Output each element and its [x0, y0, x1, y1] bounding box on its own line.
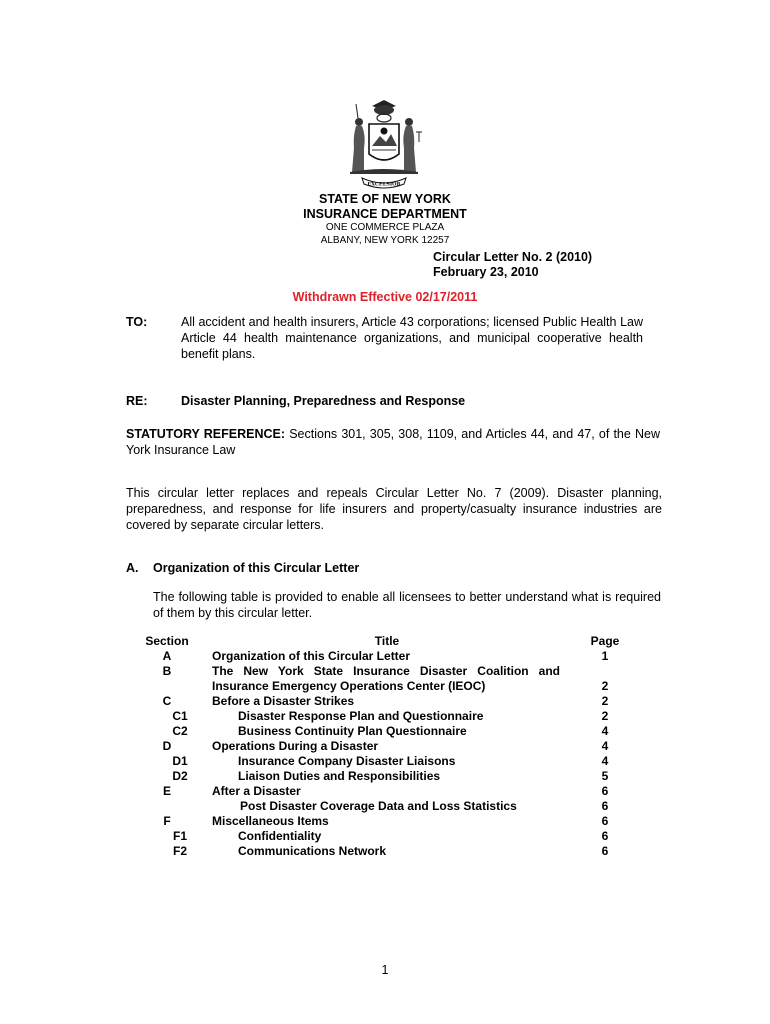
toc-title: Confidentiality: [238, 829, 322, 843]
toc-section: B: [162, 664, 172, 678]
toc-title: Communications Network: [238, 844, 387, 858]
toc-section: C1: [172, 709, 188, 723]
toc-page: 4: [601, 739, 609, 753]
toc-page: 6: [601, 784, 609, 798]
section-a-heading: Organization of this Circular Letter: [153, 561, 360, 575]
toc-row: [140, 724, 620, 739]
toc-section: D2: [172, 769, 188, 783]
section-a-paragraph: The following table is provided to enable all licensees to better understand what is required of them by this circular letter.: [153, 590, 661, 620]
toc-col-section: Section: [145, 634, 189, 648]
toc-page: 2: [601, 709, 609, 723]
address-line-1: ONE COMMERCE PLAZA: [325, 222, 445, 233]
toc-page: 5: [601, 769, 609, 783]
toc-header-row: [140, 634, 620, 649]
toc-title: Liaison Duties and Responsibilities: [238, 769, 441, 783]
toc-section: C2: [172, 724, 188, 738]
toc-section: E: [162, 784, 171, 798]
page-number: 1: [381, 963, 389, 977]
department-name: INSURANCE DEPARTMENT: [303, 207, 467, 221]
toc-row: [140, 814, 620, 829]
toc-row: [140, 679, 620, 694]
seal-motto: EXCELSIOR: [367, 181, 401, 188]
toc-title: Miscellaneous Items: [212, 814, 329, 828]
circular-letter-date: February 23, 2010: [433, 265, 539, 279]
circular-letter-number: Circular Letter No. 2 (2010): [433, 250, 593, 264]
toc-page: 6: [601, 844, 609, 858]
toc-page: 6: [601, 814, 609, 828]
toc-page: 4: [601, 754, 609, 768]
toc-row: [140, 709, 620, 724]
toc-row: [140, 694, 620, 709]
toc-row: [140, 664, 620, 679]
toc-page: 6: [601, 799, 609, 813]
section-a-letter: A.: [126, 561, 139, 575]
toc-section: C: [162, 694, 172, 708]
toc-title: Business Continuity Plan Questionnaire: [238, 724, 467, 738]
toc-row: [140, 799, 620, 814]
re-label: RE:: [126, 394, 148, 408]
toc-col-title: Title: [374, 634, 400, 648]
statutory-reference-label: STATUTORY REFERENCE:: [126, 427, 286, 441]
to-label: TO:: [126, 315, 148, 329]
toc-title: The New York State Insurance Disaster Coalition and: [212, 664, 560, 678]
to-recipients: All accident and health insurers, Article 43 corporations; licensed Public Health Law Article 44 health maintenance organizations, and municipal cooperative health benefit plans.: [181, 315, 643, 361]
toc-title: Insurance Company Disaster Liaisons: [238, 754, 456, 768]
toc-row: [140, 649, 620, 664]
toc-title: Operations During a Disaster: [212, 739, 379, 753]
toc-col-page: Page: [590, 634, 620, 648]
toc-title: After a Disaster: [212, 784, 301, 798]
toc-section: D: [162, 739, 172, 753]
toc-page: 6: [601, 829, 609, 843]
toc-title: Organization of this Circular Letter: [212, 649, 411, 663]
re-subject: Disaster Planning, Preparedness and Response: [181, 394, 466, 408]
toc-page: 2: [601, 694, 609, 708]
intro-paragraph: This circular letter replaces and repeals Circular Letter No. 7 (2009). Disaster planning, preparedness, and response for life insurers and property/casualty insurance industries are covered by separate circular letters.: [126, 486, 662, 532]
toc-row: [140, 739, 620, 754]
address-line-2: ALBANY, NEW YORK 12257: [320, 235, 450, 246]
state-name: STATE OF NEW YORK: [319, 192, 451, 206]
statutory-reference-text: Sections 301, 305, 308, 1109, and Articles 44, and 47, of the New York Insurance Law: [126, 427, 661, 457]
withdrawn-notice: Withdrawn Effective 02/17/2011: [292, 290, 478, 304]
toc-row: [140, 754, 620, 769]
toc-section: A: [162, 649, 172, 663]
toc-row: [140, 829, 620, 844]
toc-section: F1: [172, 829, 187, 843]
toc-title: Disaster Response Plan and Questionnaire: [238, 709, 484, 723]
toc-page: 2: [601, 679, 609, 693]
toc-page: 1: [601, 649, 609, 663]
toc-section: D1: [172, 754, 188, 768]
toc-page: 4: [601, 724, 609, 738]
toc-title: Insurance Emergency Operations Center (IEOC): [212, 679, 486, 693]
toc-row: [140, 769, 620, 784]
toc-row: [140, 784, 620, 799]
toc-section: F2: [172, 844, 187, 858]
toc-section: F: [163, 814, 171, 828]
toc-title: Before a Disaster Strikes: [212, 694, 355, 708]
toc-row: [140, 844, 620, 859]
toc-title: Post Disaster Coverage Data and Loss Statistics: [240, 799, 517, 813]
